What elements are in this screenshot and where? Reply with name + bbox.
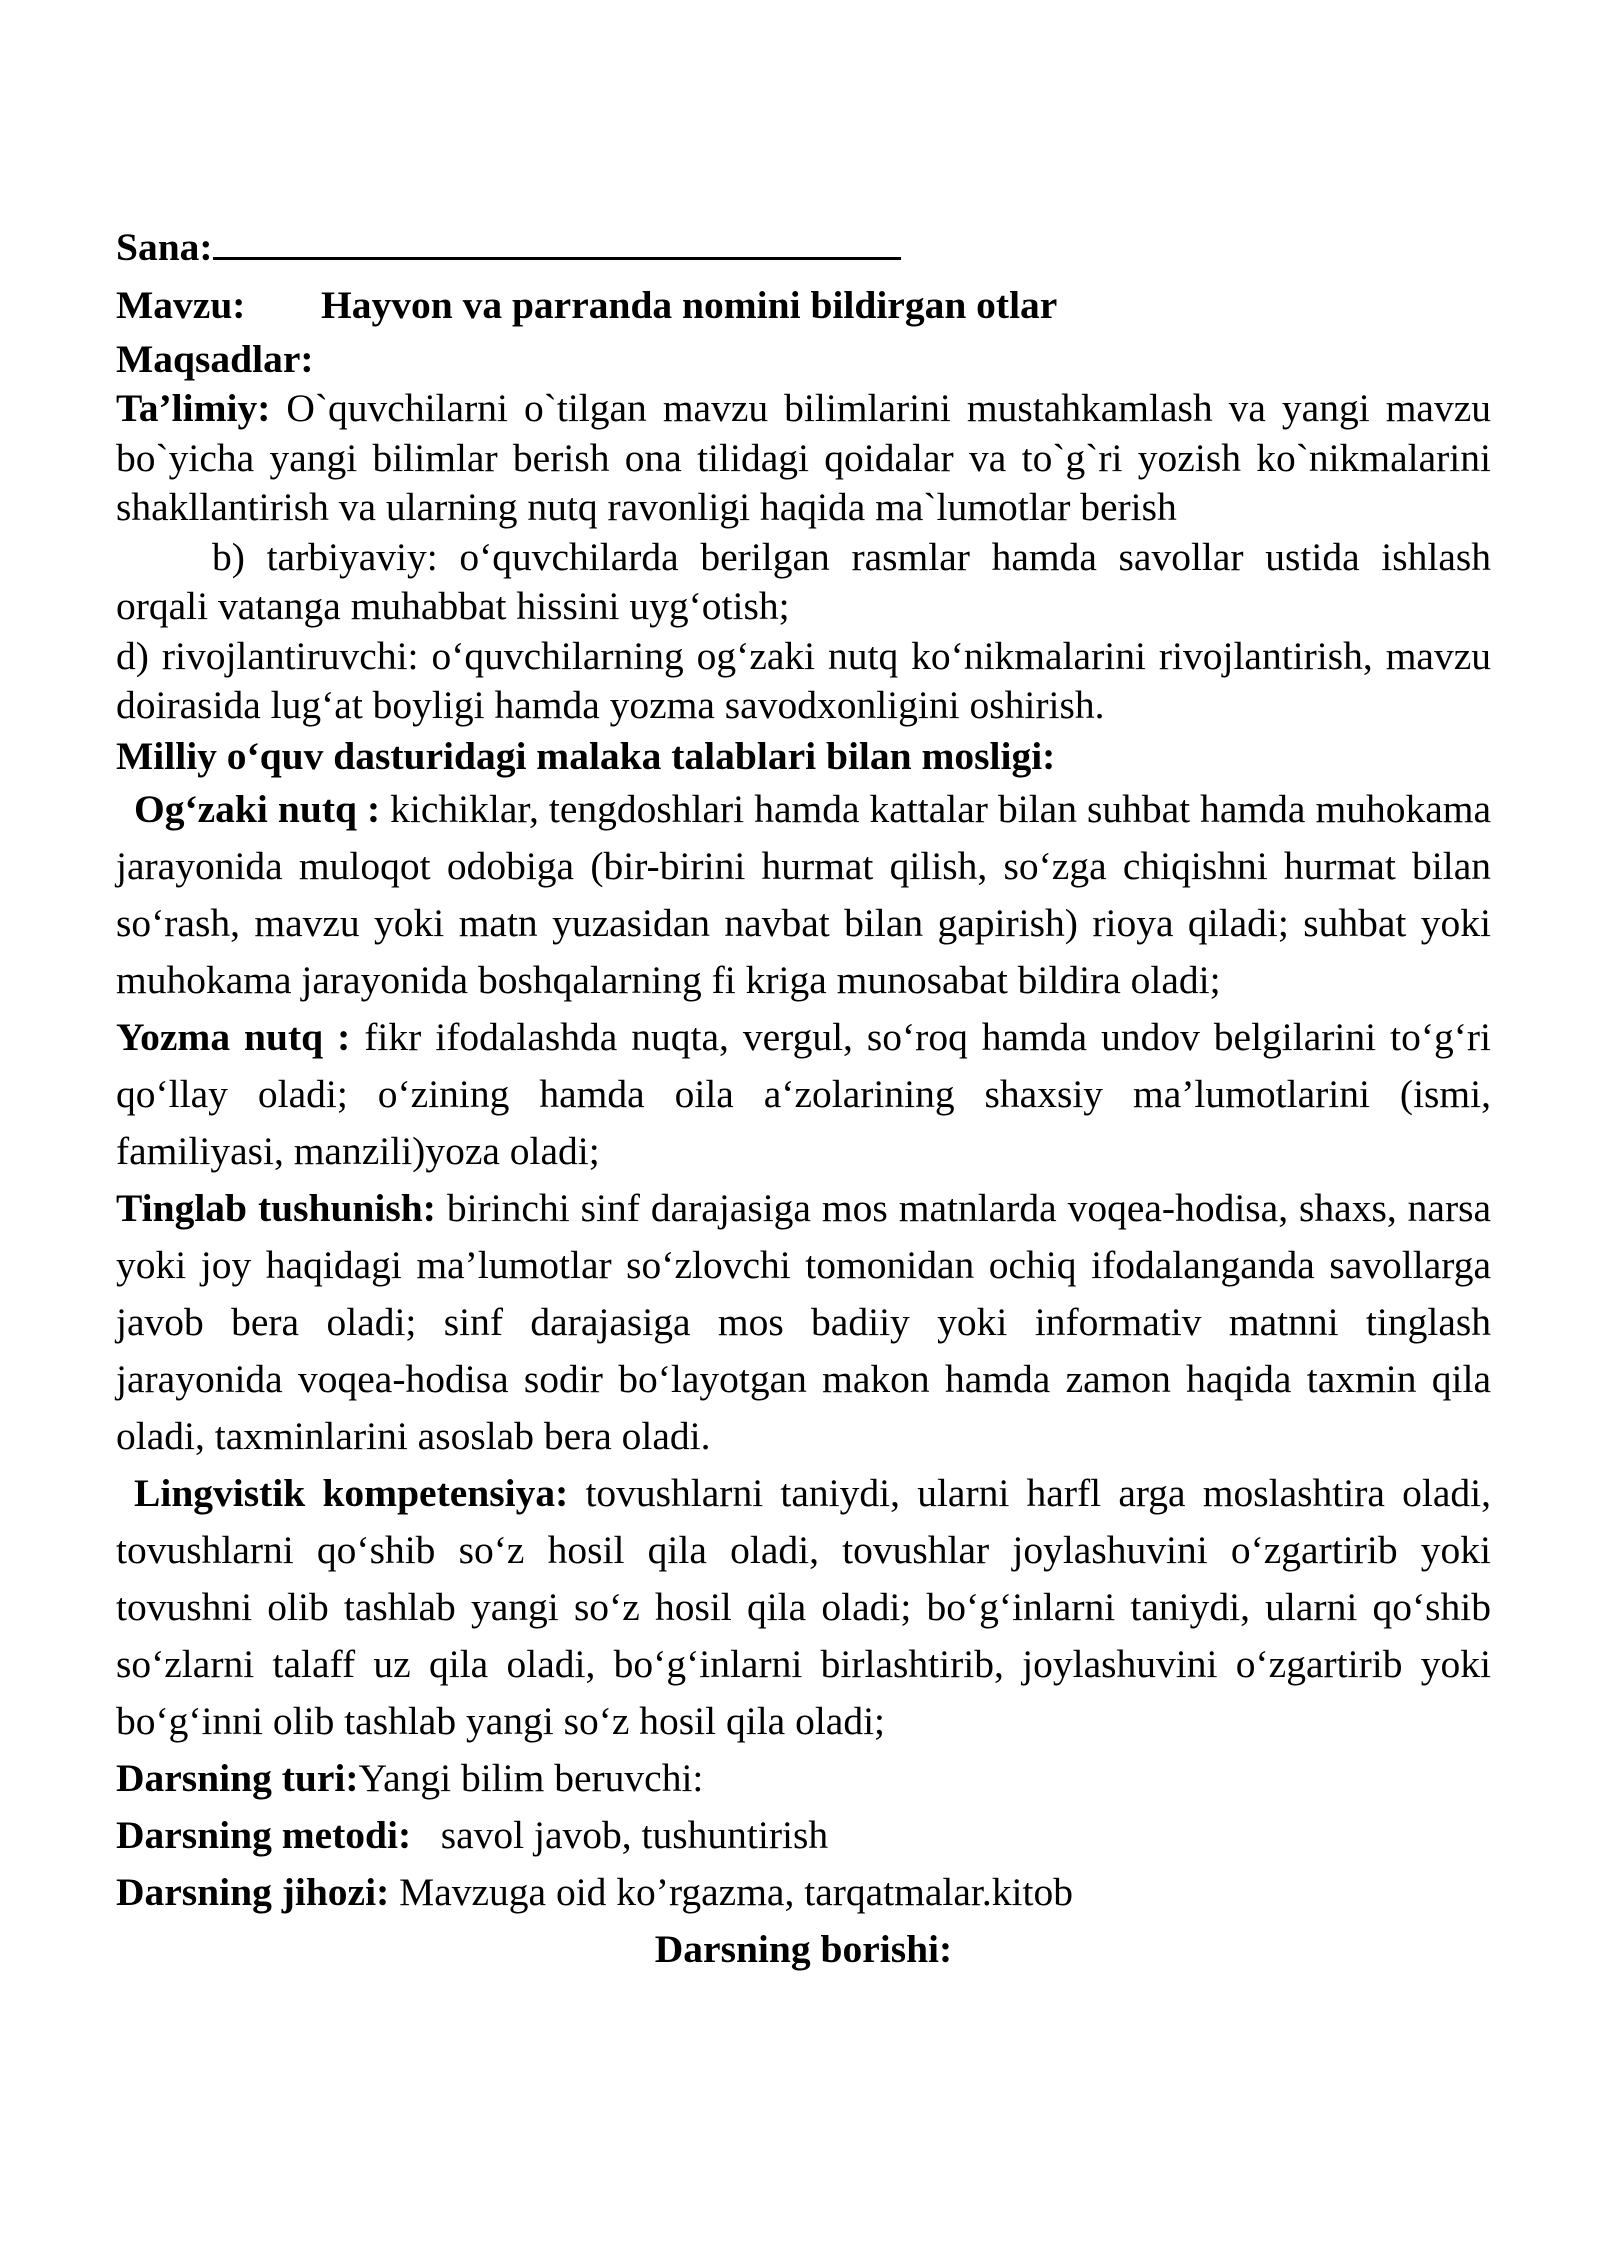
maqsadlar-heading: Maqsadlar: [116, 337, 314, 381]
turi-label: Darsning turi: [116, 1755, 359, 1800]
yozma-label: Yozma nutq : [116, 1014, 351, 1059]
metodi-line [116, 1807, 1491, 1864]
lingvistik-text: tovushlarni taniydi, ularni harfl arga moslashtira oladi, tovushlarni qo‘shib so‘z hosil qila oladi, tovushlar joylashuvini o‘zgartirib yoki tovushni olib tashlab yangi so‘z hosil qila oladi; bo‘g‘inlarni taniydi, ularni qo‘shib so‘zlarni talaff uz qila oladi, bo‘g‘inlarni birlashtirib, joylashuvini o‘zgartirib yoki bo‘g‘inni olib tashlab yangi so‘z hosil qila oladi; [116, 1470, 1491, 1743]
metodi-label: Darsning metodi: [116, 1812, 412, 1857]
mavzu-label: Mavzu: [116, 283, 246, 327]
talimiy-text: O`quvchilarni o`tilgan mavzu bilimlarini mustahkamlash va yangi mavzu bo`yicha yangi bilimlar berish ona tilidagi qoidalar va to`g`ri yozish ko`nikmalarini shakllantirish va ularning nutq ravonligi haqida ma`lumotlar berish [116, 386, 1491, 529]
jihozi-label: Darsning jihozi: [116, 1869, 390, 1914]
lingvistik-label: Lingvistik kompetensiya: [134, 1470, 569, 1515]
tinglab-paragraph [116, 1180, 1491, 1465]
borishi-heading: Darsning borishi: [654, 1926, 953, 1971]
ogzaki-paragraph [116, 781, 1491, 1009]
talimiy-paragraph [116, 384, 1491, 533]
lingvistik-paragraph [116, 1465, 1491, 1750]
ogzaki-text: kichiklar, tengdoshlari hamda kattalar bilan suhbat hamda muhokama jarayonida muloqot odobiga (bir-birini hurmat qilish, so‘zga chiqishni hurmat bilan so‘rash, mavzu yoki matn yuzasidan navbat bilan gapirish) rioya qiladi; suhbat yoki muhokama jarayonida boshqalarning fi kriga munosabat bildira oladi; [116, 786, 1491, 1002]
tarbiyaviy-paragraph: b) tarbiyaviy: o‘quvchilarda berilgan rasmlar hamda savollar ustida ishlash orqali vatanga muhabbat hissini uyg‘otish; [116, 534, 1491, 628]
turi-line [116, 1750, 1491, 1807]
document-page [116, 222, 1491, 1978]
turi-text: Yangi bilim beruvchi: [358, 1755, 704, 1800]
jihozi-line [116, 1864, 1491, 1921]
rivojlantiruvchi-paragraph: d) rivojlantiruvchi: o‘quvchilarning og‘zaki nutq ko‘nikmalarini rivojlantirish, mavzu doirasida lug‘at boyligi hamda yozma savodxonligini oshirish. [116, 633, 1491, 727]
yozma-text: fikr ifodalashda nuqta, vergul, so‘roq hamda undov belgilarini to‘g‘ri qo‘llay oladi; o‘zining hamda oila a‘zolarining shaxsiy ma’lumotlarini (ismi, familiyasi, manzili)yoza oladi; [116, 1014, 1492, 1173]
mavzu-title: Hayvon va parranda nomini bildirgan otlar [321, 283, 1058, 327]
sana-label: Sana: [116, 225, 213, 269]
jihozi-text: Mavzuga oid ko’rgazma, tarqatmalar.kitob [389, 1869, 1073, 1914]
talimiy-label: Ta’limiy: [116, 386, 271, 430]
ogzaki-label: Og‘zaki nutq : [134, 786, 381, 831]
date-blank-underline [213, 227, 901, 260]
milliy-heading: Milliy o‘quv dasturidagi malaka talablari bilan mosligi: [116, 733, 1056, 778]
tinglab-label: Tinglab tushunish: [116, 1185, 436, 1230]
sana-line [116, 222, 1491, 272]
yozma-paragraph [116, 1009, 1491, 1180]
tinglab-text: birinchi sinf darajasiga mos matnlarda voqea-hodisa, shaxs, narsa yoki joy haqidagi ma’lumotlar so‘zlovchi tomonidan ochiq ifodalanganda savollarga javob bera oladi; sinf darajasiga mos badiiy yoki informativ matnni tinglash jarayonida voqea-hodisa sodir bo‘layotgan makon hamda zamon haqida taxmin qila oladi, taxminlarini asoslab bera oladi. [116, 1185, 1491, 1458]
metodi-text: savol javob, tushuntirish [411, 1812, 829, 1857]
mavzu-line [116, 280, 1491, 330]
